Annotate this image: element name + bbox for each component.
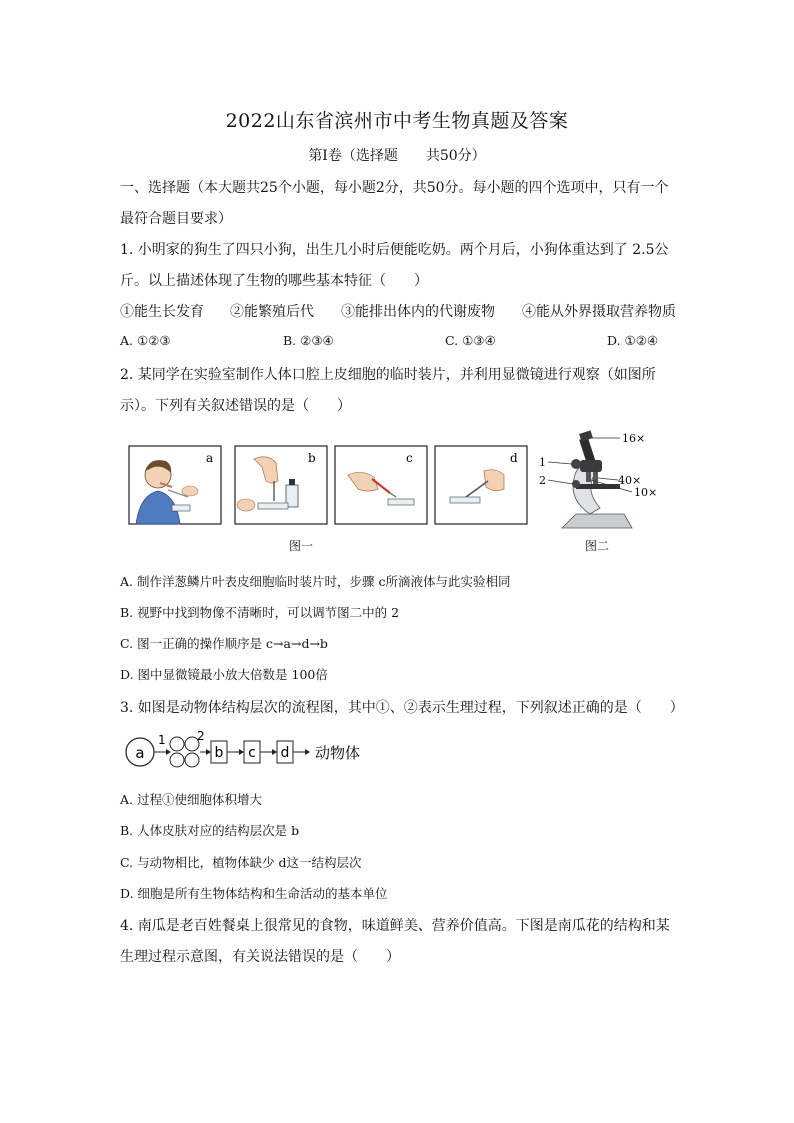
q2-option-a: A. 制作洋葱鳞片叶表皮细胞临时装片时，步骤 c所滴液体与此实验相同 [120,574,511,589]
q1-option-d: D. ①②④ [607,333,659,348]
flow-label-a: a [135,744,145,762]
label-16x: 16× [622,432,646,445]
label-10x: 10× [634,486,658,499]
label-40x: 40× [618,474,642,487]
q3-stem-line1: 3. 如图是动物体结构层次的流程图，其中①、②表示生理过程，下列叙述正确的是（ ） [120,700,684,716]
panel-b [235,446,327,524]
flow-cell-cluster [170,737,199,767]
label-2: 2 [539,474,546,487]
q1-item-4: ④能从外界摄取营养物质 [522,304,676,320]
q2-stem-line1: 2. 某同学在实验室制作人体口腔上皮细胞的临时装片，并利用显微镜进行观察（如图所 [120,367,656,383]
flow-label-c: c [248,745,256,761]
q1-option-a: A. ①②③ [120,333,171,348]
panel-label-d: d [510,451,518,465]
q1-item-3: ③能排出体内的代谢废物 [341,304,495,320]
page-subtitle: 第Ⅰ卷（选择题 共50分） [308,148,486,164]
section-header-line2: 最符合题目要求） [120,211,232,227]
section-header-line1: 一、选择题（本大题共25个小题，每小题2分，共50分。每小题的四个选项中，只有一个 [120,180,669,196]
q2-option-c: C. 图一正确的操作顺序是 c→a→d→b [120,636,328,651]
structure-flowchart [122,730,382,776]
figure-1-caption: 图一 [289,539,314,553]
flow-step-1: 1 [158,733,166,747]
flow-label-b: b [214,745,224,761]
flow-step-2: 2 [197,730,205,743]
figure-2-caption: 图二 [585,539,610,553]
q1-stem-line2: 斤。以上描述体现了生物的哪些基本特征（ ） [120,273,428,289]
flow-label-animal: 动物体 [315,744,361,762]
panel-label-b: b [308,451,316,465]
q3-option-a: A. 过程①使细胞体积增大 [120,792,262,807]
page-title: 2022山东省滨州市中考生物真题及答案 [225,110,569,132]
q2-stem-line2: 示）。下列有关叙述错误的是（ ） [120,398,351,414]
panel-c [335,446,427,524]
panel-a [129,446,221,524]
q1-stem-line1: 1. 小明家的狗生了四只小狗，出生几小时后便能吃奶。两个月后，小狗体重达到了 2.5公 [120,242,669,258]
q1-option-c: C. ①③④ [445,333,496,348]
q3-option-c: C. 与动物相比，植物体缺少 d这一结构层次 [120,855,362,870]
q4-stem-line2: 生理过程示意图，有关说法错误的是（ ） [120,949,400,965]
panel-label-a: a [206,451,214,465]
flow-label-d: d [280,745,290,761]
microscope-figure [536,428,696,536]
q2-option-d: D. 图中显微镜最小放大倍数是 100倍 [120,667,328,682]
panel-d [435,446,527,524]
figure-1-panels [128,445,538,527]
q1-item-1: ①能生长发育 [120,304,204,320]
q2-option-b: B. 视野中找到物像不清晰时，可以调节图二中的 2 [120,605,400,620]
q1-option-b: B. ②③④ [283,333,334,348]
q4-stem-line1: 4. 南瓜是老百姓餐桌上很常见的食物，味道鲜美、营养价值高。下图是南瓜花的结构和某 [120,918,670,934]
panel-label-c: c [406,451,413,465]
label-1: 1 [539,456,546,469]
q3-option-d: D. 细胞是所有生物体结构和生命活动的基本单位 [120,886,388,901]
q1-item-2: ②能繁殖后代 [230,304,314,320]
q3-option-b: B. 人体皮肤对应的结构层次是 b [120,823,300,838]
